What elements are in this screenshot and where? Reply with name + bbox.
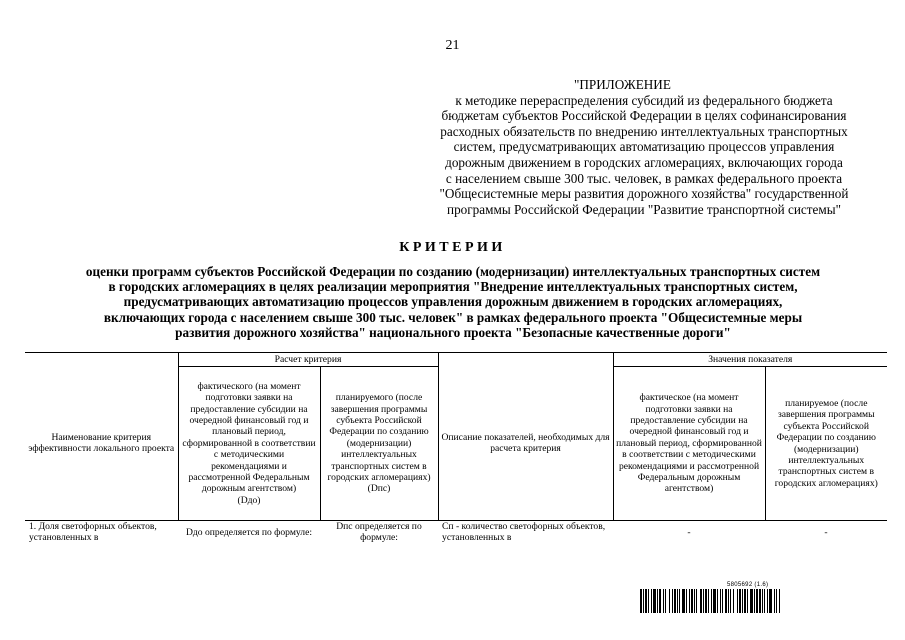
header-description: Описание показателей, необходимых для расчета критерия (438, 367, 613, 521)
annex-line: "Общесистемные меры развития дорожного хозяйства" государственной (439, 186, 849, 202)
annex-line: к методике перераспределения субсидий из федерального бюджета (455, 92, 833, 108)
row-fact-value: - (687, 526, 691, 538)
header-spacer (438, 353, 613, 367)
barcode-bar (780, 589, 781, 613)
criteria-subtitle-line: оценки программ субъектов Российской Федерации по созданию (модернизации) интеллектуальных транспортных систем (85, 264, 821, 279)
group-header-calc: Расчет критерия (178, 353, 438, 367)
header-plan-calc-text: планируемого (после завершения программы субъекта Российской Федерации по созданию (модернизации) интеллектуальных транспортных систем в городских агломерациях) (327, 392, 431, 484)
criteria-subtitle-line: включающих города с населением свыше 300 тыс. человек" в рамках федерального проекта "Общесистемные меры (103, 309, 803, 325)
criteria-table (25, 352, 887, 544)
criteria-subtitle (18, 264, 888, 340)
row-plan-value: - (824, 526, 828, 538)
row-plan-calc: Dпс определяется по формуле: (336, 521, 422, 544)
header-plan-calc-symbol: (Dпс) (367, 483, 391, 495)
annex-block (384, 77, 904, 217)
header-fact-calc (178, 367, 320, 521)
annex-line: программы Российской Федерации "Развитие транспортной системы" (447, 201, 841, 217)
criteria-subtitle-line: развития дорожного хозяйства" национального проекта "Безопасные качественные дороги" (175, 324, 731, 340)
header-plan-calc (320, 367, 438, 521)
page-number: 21 (445, 38, 460, 53)
row-description: Cп - количество светофорных объектов, установленных в (442, 521, 606, 544)
header-plan-value: планируемое (после завершения программы субъекта Российской Федерации по созданию (модернизации) интеллектуальных транспортных систем в городских агломерациях) (765, 367, 887, 521)
row-criterion-name: 1. Доля светофорных объектов, установленных в (29, 521, 157, 544)
annex-line: бюджетам субъектов Российской Федерации в целях софинансирования (441, 108, 847, 124)
annex-line: расходных обязательств по внедрению интеллектуальных транспортных (440, 123, 848, 139)
annex-line: систем, предусматривающих автоматизацию процессов управления (453, 139, 835, 155)
header-fact-value: фактическое (на момент подготовки заявки на предоставление субсидии на очередной финансовый год и плановый период, сформированной в соответствии с методическими рекомендациями и рассмотренной Федеральным дорожным агентством) (613, 367, 765, 521)
header-fact-calc-symbol: (Dдо) (237, 494, 261, 506)
criteria-subtitle-line: в городских агломерациях в целях реализации мероприятия "Внедрение интеллектуальных транспортных систем, (108, 279, 798, 295)
annex-line: дорожным движением в городских агломерациях, включающих города (445, 154, 843, 170)
header-name-criterion: Наименование критерия эффективности локального проекта (25, 367, 178, 521)
document-serial: 5805692 (1.6) (727, 582, 769, 588)
header-spacer (25, 353, 178, 367)
table-row (25, 521, 887, 544)
annex-line: с населением свыше 300 тыс. человек, в рамках федерального проекта (445, 170, 843, 186)
criteria-subtitle-line: предусматривающих автоматизацию процессов управления дорожным движением в городских агломерациях, (123, 294, 783, 310)
criteria-title: КРИТЕРИИ (399, 240, 506, 255)
row-fact-calc: Dдо определяется по формуле: (186, 526, 312, 538)
header-fact-calc-text: фактического (на момент подготовки заявки на предоставление субсидии на очередной финансовый год и плановый период, сформированной в соответствии с методическими рекомендациями и рассмотренной Федеральным дорожным агентством) (182, 380, 316, 495)
group-header-values: Значения показателя (613, 353, 887, 367)
barcode (640, 589, 878, 613)
annex-title: "ПРИЛОЖЕНИЕ (574, 77, 671, 92)
